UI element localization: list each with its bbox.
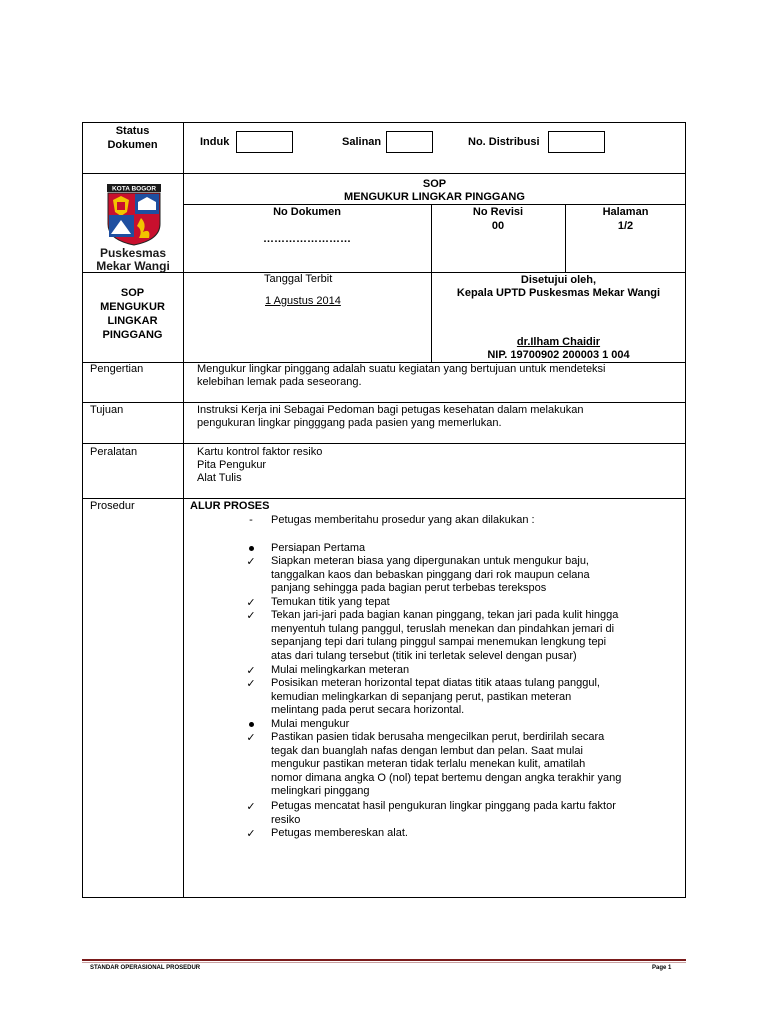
procedure-step-text: melintang pada perut secara horizontal.: [271, 704, 465, 717]
procedure-step-text: resiko: [271, 813, 301, 826]
approval-heading: Disetujui oleh,: [520, 274, 597, 286]
pengertian-text: kelebihan lemak pada seseorang.: [197, 376, 362, 388]
procedure-step-text: panjang sehingga pada bagian perut terbebas terekspos: [271, 582, 547, 595]
approval-position: Kepala UPTD Puskesmas Mekar Wangi: [456, 287, 661, 299]
peralatan-item: Alat Tulis: [197, 472, 242, 484]
checkmark-icon: ✓: [246, 732, 256, 744]
procedure-step-text: Pastikan pasien tidak berusaha mengecilkan perut, berdirilah secara: [271, 731, 605, 743]
row-divider: [82, 402, 686, 403]
footer-rule-light: [82, 962, 686, 963]
no-dokumen-label: No Dokumen: [273, 206, 341, 218]
procedure-step-text: sepanjang tepi dari tulang pinggul sampai menemukan lengkung tepi: [271, 636, 607, 649]
peralatan-item: Pita Pengukur: [197, 459, 267, 471]
induk-checkbox[interactable]: [236, 131, 293, 153]
tanggal-terbit-label: Tanggal Terbit: [264, 273, 333, 285]
halaman-value: 1/2: [617, 220, 634, 232]
procedure-step-text: kemudian melingkarkan di sepanjang perut, pastikan meteran: [271, 690, 572, 703]
sop-title-line: SOP: [422, 178, 447, 190]
page-number: Page 1: [652, 965, 672, 971]
org-name: [86, 247, 180, 273]
status-dokumen-label: [82, 124, 183, 152]
checkmark-icon: ✓: [246, 610, 256, 622]
checkmark-icon: ✓: [246, 665, 256, 677]
procedure-step-text: tegak dan buanglah nafas dengan lembut dan pelan. Saat mulai: [271, 744, 583, 757]
procedure-step-text: Posisikan meteran horizontal tepat diatas titik ataas tulang panggul,: [271, 677, 600, 689]
tanggal-terbit-value: 1 Agustus 2014: [265, 295, 341, 307]
checkmark-icon: ✓: [246, 678, 256, 690]
alur-proses-heading: ALUR PROSES: [190, 500, 270, 512]
induk-label: Induk: [200, 136, 230, 148]
row-divider: [82, 173, 686, 174]
salinan-checkbox[interactable]: [386, 131, 433, 153]
procedure-step-text: melingkari pinggang: [271, 785, 370, 798]
no-revisi-value: 00: [491, 220, 505, 232]
procedure-step-text: Tekan jari-jari pada bagian kanan pinggang, tekan jari pada kulit hingga: [271, 609, 619, 621]
row-divider: [82, 498, 686, 499]
approver-nip: NIP. 19700902 200003 1 004: [487, 349, 630, 361]
sop-side-line: SOP: [120, 287, 145, 299]
halaman-label: Halaman: [602, 206, 649, 218]
crest-icon: [107, 184, 161, 246]
footer-title: STANDAR OPERASIONAL PROSEDUR: [90, 965, 201, 971]
row-divider: [183, 204, 686, 205]
procedure-step-text: menyentuh tulang panggul, teruslah menekan dan pindahkan jemari di: [271, 622, 615, 635]
status-label-line: Dokumen: [107, 139, 158, 151]
bullet-icon: [249, 546, 254, 551]
sop-side-line: LINGKAR: [107, 315, 158, 327]
procedure-step-text: Siapkan meteran biasa yang dipergunakan untuk mengukur baju,: [271, 555, 589, 567]
row-divider: [82, 443, 686, 444]
sop-side-line: MENGUKUR: [100, 301, 165, 313]
org-name-line: Puskesmas: [99, 246, 167, 260]
tujuan-text: Instruksi Kerja ini Sebagai Pedoman bagi petugas kesehatan dalam melakukan: [197, 404, 584, 416]
no-dokumen-value: ……………………: [263, 233, 351, 245]
salinan-label: Salinan: [342, 136, 382, 148]
sop-side-line: PINGGANG: [102, 329, 163, 341]
procedure-step-text: nomor dimana angka O (nol) tepat bertemu dengan angka terakhir yang: [271, 771, 622, 784]
tujuan-text: pengukuran lingkar pingggang pada pasien yang memerlukan.: [197, 417, 502, 429]
procedure-step-text: Persiapan Pertama: [271, 542, 366, 554]
logo-text: KOTA BOGOR: [111, 185, 157, 193]
bullet-icon: [249, 722, 254, 727]
procedure-step-text: Petugas mencatat hasil pengukuran lingkar pinggang pada kartu faktor: [271, 800, 616, 812]
checkmark-icon: ✓: [246, 801, 256, 813]
status-label-line: Status: [115, 125, 150, 137]
procedure-step-text: mengukur pastikan meteran tidak terlalu menekan kulit, amatilah: [271, 758, 586, 771]
org-name-line: Mekar Wangi: [96, 259, 170, 273]
procedure-step-text: Mulai melingkarkan meteran: [271, 664, 410, 676]
footer-rule: [82, 959, 686, 961]
distribusi-checkbox[interactable]: [548, 131, 605, 153]
tujuan-label: Tujuan: [90, 404, 124, 416]
kota-bogor-logo: [107, 184, 161, 246]
pengertian-label: Pengertian: [90, 363, 144, 375]
checkmark-icon: ✓: [246, 556, 256, 568]
procedure-step-text: tanggalkan kaos dan bebaskan pinggang dari rok maupun celana: [271, 568, 590, 581]
procedure-step-text: Mulai mengukur: [271, 718, 350, 730]
sop-title: [183, 178, 686, 204]
approver-name: dr.Ilham Chaidir: [516, 336, 601, 348]
pengertian-text: Mengukur lingkar pinggang adalah suatu kegiatan yang bertujuan untuk mendeteksi: [197, 363, 606, 375]
prosedur-label: Prosedur: [90, 500, 135, 512]
dash-marker: -: [249, 514, 253, 526]
procedure-step-text: Temukan titik yang tepat: [271, 596, 390, 608]
peralatan-item: Kartu kontrol faktor resiko: [197, 446, 323, 458]
procedure-step-text: atas dari tulang tersebut (titik ini terletak selevel dengan pusar): [271, 649, 577, 662]
checkmark-icon: ✓: [246, 597, 256, 609]
sop-side-label: [82, 286, 183, 342]
checkmark-icon: ✓: [246, 828, 256, 840]
no-revisi-label: No Revisi: [472, 206, 524, 218]
procedure-step-text: Petugas memberitahu prosedur yang akan dilakukan :: [271, 514, 535, 526]
sop-title-line: MENGUKUR LINGKAR PINGGANG: [344, 191, 525, 203]
distribusi-label: No. Distribusi: [468, 136, 540, 148]
procedure-step-text: Petugas membereskan alat.: [271, 827, 408, 839]
peralatan-label: Peralatan: [90, 446, 138, 458]
